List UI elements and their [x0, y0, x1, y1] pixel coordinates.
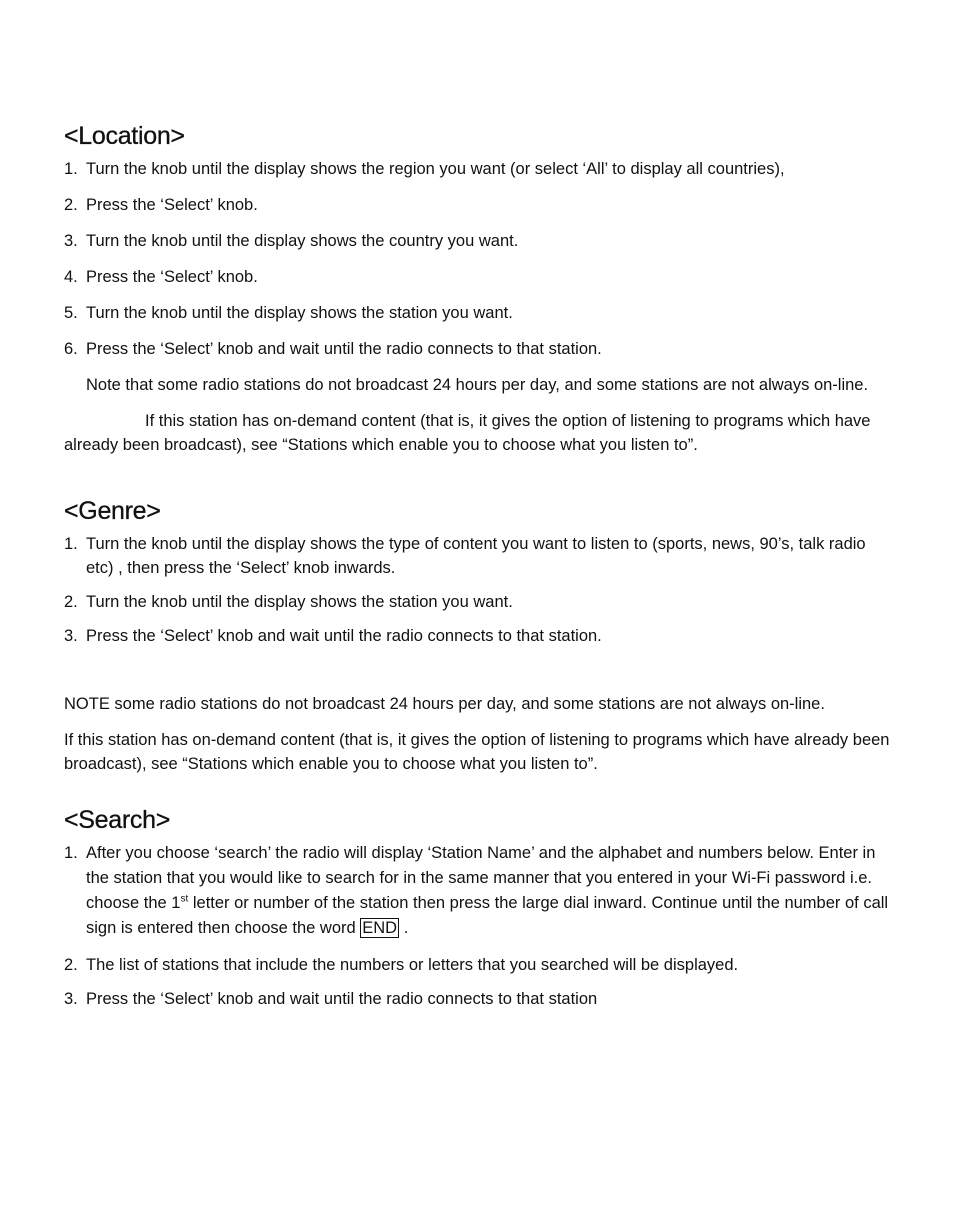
genre-note: NOTE some radio stations do not broadcast 24 hours per day, and some stations are not always on-line. [64, 695, 825, 713]
step-number: 3. [64, 627, 78, 645]
search-steps [64, 841, 894, 1011]
step-text-end: . [399, 919, 409, 937]
list-item [64, 157, 894, 181]
step-text: Turn the knob until the display shows the country you want. [86, 232, 519, 250]
document-page [64, 120, 894, 1023]
step-text: After you choose ‘search’ the radio will display ‘Station Name’ and the alphabet and numbers below. Enter in the station that you would like to search for in the same manner that you entered in your Wi-Fi password i.e. choose the 1 [86, 844, 876, 912]
step-number: 1. [64, 160, 78, 178]
genre-on-demand: If this station has on-demand content (that is, it gives the option of listening to programs which have already been broadcast), see “Stations which enable you to choose what you listen to”. [64, 731, 890, 773]
step-text: Press the ‘Select’ knob and wait until the radio connects to that station [86, 990, 598, 1008]
list-item [64, 229, 894, 253]
step-text: Turn the knob until the display shows the region you want (or select ‘All’ to display all countries), [86, 160, 785, 178]
step-text: Turn the knob until the display shows the station you want. [86, 304, 513, 322]
step-number: 3. [64, 990, 78, 1008]
step-text: The list of stations that include the numbers or letters that you searched will be displayed. [86, 956, 739, 974]
genre-steps [64, 532, 894, 648]
genre-heading: <Genre> [64, 497, 161, 525]
step-number: 2. [64, 956, 78, 974]
step-number: 2. [64, 593, 78, 611]
location-steps [64, 157, 894, 361]
location-on-demand: If this station has on-demand content (that is, it gives the option of listening to programs which have already been broadcast), see “Stations which enable you to choose what you listen to”. [64, 412, 871, 454]
step-text: Press the ‘Select’ knob and wait until the radio connects to that station. [86, 627, 602, 645]
genre-section [64, 495, 894, 776]
list-item [64, 590, 894, 614]
list-item [64, 532, 894, 580]
list-item [64, 987, 894, 1011]
step-text: Turn the knob until the display shows the station you want. [86, 593, 513, 611]
step-number: 5. [64, 304, 78, 322]
step-number: 4. [64, 268, 78, 286]
ordinal-suffix: st [180, 893, 189, 905]
list-item [64, 841, 894, 941]
step-number: 2. [64, 196, 78, 214]
end-keyword-box: END [362, 919, 398, 937]
step-number: 1. [64, 844, 78, 862]
location-heading: <Location> [64, 122, 185, 150]
step-text-continued: letter or number of the station then press the large dial inward. Continue until the number of call sign is entered then choose the word [86, 894, 889, 937]
list-item [64, 337, 894, 361]
list-item [64, 301, 894, 325]
list-item [64, 193, 894, 217]
list-item [64, 265, 894, 289]
step-text: Press the ‘Select’ knob and wait until the radio connects to that station. [86, 340, 602, 358]
list-item [64, 624, 894, 648]
step-number: 1. [64, 535, 78, 553]
step-text: Turn the knob until the display shows the type of content you want to listen to (sports, news, 90’s, talk radio etc) , then press the ‘Select’ knob inwards. [86, 535, 866, 577]
step-text: Press the ‘Select’ knob. [86, 268, 258, 286]
step-number: 3. [64, 232, 78, 250]
step-text: Press the ‘Select’ knob. [86, 196, 258, 214]
step-number: 6. [64, 340, 78, 358]
location-note: Note that some radio stations do not broadcast 24 hours per day, and some stations are not always on-line. [86, 376, 869, 394]
search-section [64, 804, 894, 1011]
location-section [64, 120, 894, 457]
list-item [64, 953, 894, 977]
search-heading: <Search> [64, 806, 171, 834]
